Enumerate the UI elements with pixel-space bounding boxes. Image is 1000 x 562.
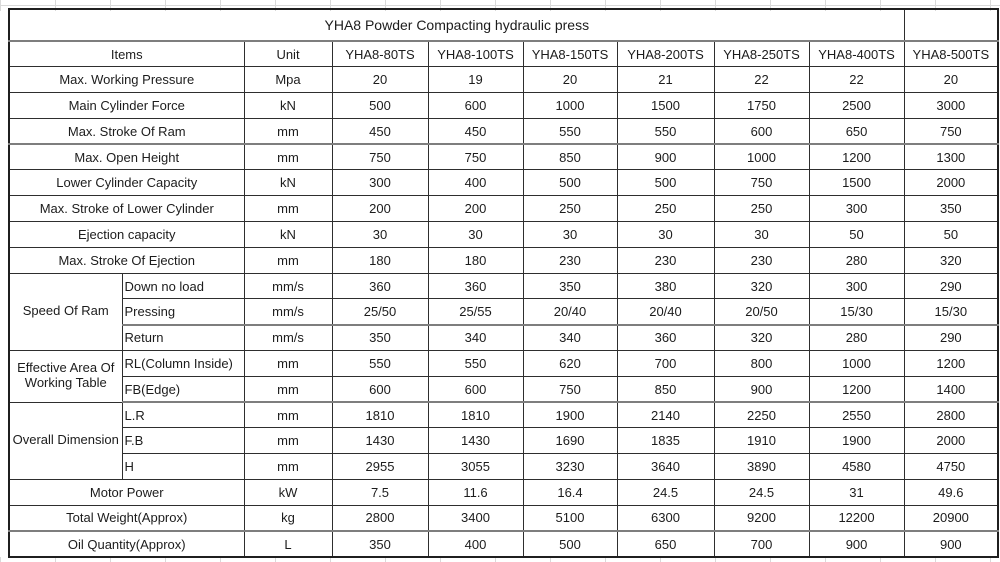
model-header-cell: YHA8-400TS <box>809 41 904 67</box>
value-cell: 900 <box>714 376 809 402</box>
value-cell: 340 <box>428 325 523 351</box>
group-label-cell: Overall Dimension <box>9 402 122 479</box>
value-cell: 750 <box>904 118 998 144</box>
value-cell: 200 <box>332 196 428 222</box>
value-cell: 2550 <box>809 402 904 428</box>
value-cell: 1200 <box>904 351 998 377</box>
value-cell: 3000 <box>904 93 998 119</box>
unit-cell: mm <box>244 454 332 480</box>
value-cell: 12200 <box>809 505 904 531</box>
value-cell: 3640 <box>617 454 714 480</box>
sub-label-cell: Down no load <box>122 273 244 299</box>
sub-label-cell: Pressing <box>122 299 244 325</box>
value-cell: 1500 <box>617 93 714 119</box>
unit-cell: mm/s <box>244 273 332 299</box>
value-cell: 400 <box>428 170 523 196</box>
value-cell: 20/50 <box>714 299 809 325</box>
value-cell: 300 <box>809 273 904 299</box>
unit-cell: mm <box>244 118 332 144</box>
value-cell: 750 <box>714 170 809 196</box>
table-row <box>9 351 998 377</box>
table-row <box>9 376 998 402</box>
group-label-cell: Effective Area Of Working Table <box>9 351 122 403</box>
sub-label-cell: L.R <box>122 402 244 428</box>
model-header-cell: YHA8-80TS <box>332 41 428 67</box>
value-cell: 24.5 <box>617 480 714 506</box>
value-cell: 600 <box>714 118 809 144</box>
unit-cell: mm <box>244 402 332 428</box>
value-cell: 2955 <box>332 454 428 480</box>
value-cell: 5100 <box>523 505 617 531</box>
unit-header-cell: Unit <box>244 41 332 67</box>
value-cell: 22 <box>714 67 809 93</box>
value-cell: 1900 <box>523 402 617 428</box>
value-cell: 25/55 <box>428 299 523 325</box>
row-label-cell: Lower Cylinder Capacity <box>9 170 244 196</box>
table-row <box>9 93 998 119</box>
value-cell: 2500 <box>809 93 904 119</box>
unit-cell: kW <box>244 480 332 506</box>
value-cell: 300 <box>809 196 904 222</box>
value-cell: 1000 <box>714 144 809 170</box>
value-cell: 230 <box>714 247 809 273</box>
value-cell: 550 <box>523 118 617 144</box>
value-cell: 650 <box>617 531 714 557</box>
row-label-cell: Ejection capacity <box>9 222 244 248</box>
value-cell: 650 <box>809 118 904 144</box>
row-label-cell: Max. Stroke Of Ram <box>9 118 244 144</box>
table-row <box>9 325 998 351</box>
value-cell: 20/40 <box>617 299 714 325</box>
value-cell: 450 <box>428 118 523 144</box>
value-cell: 340 <box>523 325 617 351</box>
value-cell: 850 <box>617 376 714 402</box>
value-cell: 350 <box>332 325 428 351</box>
value-cell: 50 <box>904 222 998 248</box>
value-cell: 250 <box>714 196 809 222</box>
value-cell: 20 <box>332 67 428 93</box>
value-cell: 19 <box>428 67 523 93</box>
value-cell: 30 <box>332 222 428 248</box>
table-row <box>9 247 998 273</box>
value-cell: 4750 <box>904 454 998 480</box>
unit-cell: mm <box>244 196 332 222</box>
table-row <box>9 222 998 248</box>
value-cell: 30 <box>523 222 617 248</box>
table-row <box>9 402 998 428</box>
unit-cell: kN <box>244 222 332 248</box>
value-cell: 500 <box>523 531 617 557</box>
unit-cell: kg <box>244 505 332 531</box>
table-row <box>9 67 998 93</box>
value-cell: 600 <box>332 376 428 402</box>
value-cell: 16.4 <box>523 480 617 506</box>
value-cell: 6300 <box>617 505 714 531</box>
value-cell: 750 <box>332 144 428 170</box>
unit-cell: mm <box>244 144 332 170</box>
row-label-cell: Max. Open Height <box>9 144 244 170</box>
value-cell: 800 <box>714 351 809 377</box>
unit-cell: mm <box>244 376 332 402</box>
value-cell: 900 <box>809 531 904 557</box>
value-cell: 360 <box>428 273 523 299</box>
unit-cell: mm/s <box>244 299 332 325</box>
value-cell: 25/50 <box>332 299 428 325</box>
value-cell: 320 <box>714 325 809 351</box>
value-cell: 20900 <box>904 505 998 531</box>
group-label-cell: Speed Of Ram <box>9 273 122 350</box>
value-cell: 1500 <box>809 170 904 196</box>
value-cell: 1910 <box>714 428 809 454</box>
model-header-cell: YHA8-200TS <box>617 41 714 67</box>
unit-cell: mm <box>244 247 332 273</box>
value-cell: 2800 <box>332 505 428 531</box>
table-row <box>9 454 998 480</box>
value-cell: 2250 <box>714 402 809 428</box>
value-cell: 550 <box>428 351 523 377</box>
table-row <box>9 505 998 531</box>
value-cell: 20/40 <box>523 299 617 325</box>
model-header-cell: YHA8-250TS <box>714 41 809 67</box>
value-cell: 230 <box>523 247 617 273</box>
model-header-cell: YHA8-100TS <box>428 41 523 67</box>
value-cell: 7.5 <box>332 480 428 506</box>
value-cell: 250 <box>523 196 617 222</box>
value-cell: 850 <box>523 144 617 170</box>
value-cell: 350 <box>904 196 998 222</box>
value-cell: 1900 <box>809 428 904 454</box>
value-cell: 1400 <box>904 376 998 402</box>
table-row <box>9 118 998 144</box>
value-cell: 3400 <box>428 505 523 531</box>
value-cell: 2140 <box>617 402 714 428</box>
unit-cell: kN <box>244 170 332 196</box>
value-cell: 350 <box>332 531 428 557</box>
value-cell: 30 <box>617 222 714 248</box>
value-cell: 550 <box>332 351 428 377</box>
value-cell: 750 <box>523 376 617 402</box>
value-cell: 350 <box>523 273 617 299</box>
model-header-cell: YHA8-500TS <box>904 41 998 67</box>
value-cell: 360 <box>332 273 428 299</box>
sub-label-cell: FB(Edge) <box>122 376 244 402</box>
table-row <box>9 480 998 506</box>
value-cell: 50 <box>809 222 904 248</box>
value-cell: 290 <box>904 273 998 299</box>
unit-cell: kN <box>244 93 332 119</box>
value-cell: 400 <box>428 531 523 557</box>
value-cell: 20 <box>904 67 998 93</box>
value-cell: 4580 <box>809 454 904 480</box>
value-cell: 620 <box>523 351 617 377</box>
value-cell: 3890 <box>714 454 809 480</box>
value-cell: 360 <box>617 325 714 351</box>
value-cell: 1750 <box>714 93 809 119</box>
model-header-cell: YHA8-150TS <box>523 41 617 67</box>
value-cell: 500 <box>332 93 428 119</box>
value-cell: 380 <box>617 273 714 299</box>
sub-label-cell: F.B <box>122 428 244 454</box>
spec-table <box>8 8 999 558</box>
items-header-cell: Items <box>9 41 244 67</box>
value-cell: 30 <box>714 222 809 248</box>
value-cell: 750 <box>428 144 523 170</box>
value-cell: 1430 <box>428 428 523 454</box>
sub-label-cell: Return <box>122 325 244 351</box>
value-cell: 30 <box>428 222 523 248</box>
value-cell: 1000 <box>809 351 904 377</box>
value-cell: 700 <box>714 531 809 557</box>
row-label-cell: Max. Stroke of Lower Cylinder <box>9 196 244 222</box>
unit-cell: mm <box>244 351 332 377</box>
value-cell: 300 <box>332 170 428 196</box>
value-cell: 600 <box>428 93 523 119</box>
row-label-cell: Max. Working Pressure <box>9 67 244 93</box>
value-cell: 31 <box>809 480 904 506</box>
value-cell: 250 <box>617 196 714 222</box>
table-row <box>9 428 998 454</box>
table-row <box>9 531 998 557</box>
value-cell: 180 <box>332 247 428 273</box>
row-label-cell: Max. Stroke Of Ejection <box>9 247 244 273</box>
value-cell: 2800 <box>904 402 998 428</box>
value-cell: 1300 <box>904 144 998 170</box>
row-label-cell: Main Cylinder Force <box>9 93 244 119</box>
value-cell: 180 <box>428 247 523 273</box>
unit-cell: Mpa <box>244 67 332 93</box>
page-title: YHA8 Powder Compacting hydraulic press <box>9 9 904 41</box>
header-row <box>9 41 998 67</box>
value-cell: 1200 <box>809 376 904 402</box>
value-cell: 450 <box>332 118 428 144</box>
value-cell: 3230 <box>523 454 617 480</box>
unit-cell: mm <box>244 428 332 454</box>
value-cell: 280 <box>809 325 904 351</box>
value-cell: 1690 <box>523 428 617 454</box>
value-cell: 900 <box>904 531 998 557</box>
value-cell: 1810 <box>332 402 428 428</box>
value-cell: 9200 <box>714 505 809 531</box>
row-label-cell: Motor Power <box>9 480 244 506</box>
value-cell: 1200 <box>809 144 904 170</box>
value-cell: 1835 <box>617 428 714 454</box>
value-cell: 3055 <box>428 454 523 480</box>
value-cell: 21 <box>617 67 714 93</box>
value-cell: 1430 <box>332 428 428 454</box>
value-cell: 900 <box>617 144 714 170</box>
value-cell: 320 <box>904 247 998 273</box>
value-cell: 15/30 <box>809 299 904 325</box>
value-cell: 550 <box>617 118 714 144</box>
value-cell: 1000 <box>523 93 617 119</box>
value-cell: 22 <box>809 67 904 93</box>
table-row <box>9 273 998 299</box>
value-cell: 2000 <box>904 428 998 454</box>
value-cell: 2000 <box>904 170 998 196</box>
sub-label-cell: H <box>122 454 244 480</box>
value-cell: 320 <box>714 273 809 299</box>
value-cell: 230 <box>617 247 714 273</box>
value-cell: 49.6 <box>904 480 998 506</box>
value-cell: 11.6 <box>428 480 523 506</box>
value-cell: 200 <box>428 196 523 222</box>
value-cell: 290 <box>904 325 998 351</box>
title-row <box>9 9 998 41</box>
unit-cell: mm/s <box>244 325 332 351</box>
value-cell: 20 <box>523 67 617 93</box>
title-spacer-cell <box>904 9 998 41</box>
value-cell: 15/30 <box>904 299 998 325</box>
table-row <box>9 299 998 325</box>
value-cell: 1810 <box>428 402 523 428</box>
sub-label-cell: RL(Column Inside) <box>122 351 244 377</box>
value-cell: 600 <box>428 376 523 402</box>
table-row <box>9 170 998 196</box>
row-label-cell: Total Weight(Approx) <box>9 505 244 531</box>
value-cell: 500 <box>617 170 714 196</box>
value-cell: 700 <box>617 351 714 377</box>
value-cell: 280 <box>809 247 904 273</box>
table-row <box>9 144 998 170</box>
value-cell: 500 <box>523 170 617 196</box>
unit-cell: L <box>244 531 332 557</box>
row-label-cell: Oil Quantity(Approx) <box>9 531 244 557</box>
table-row <box>9 196 998 222</box>
value-cell: 24.5 <box>714 480 809 506</box>
